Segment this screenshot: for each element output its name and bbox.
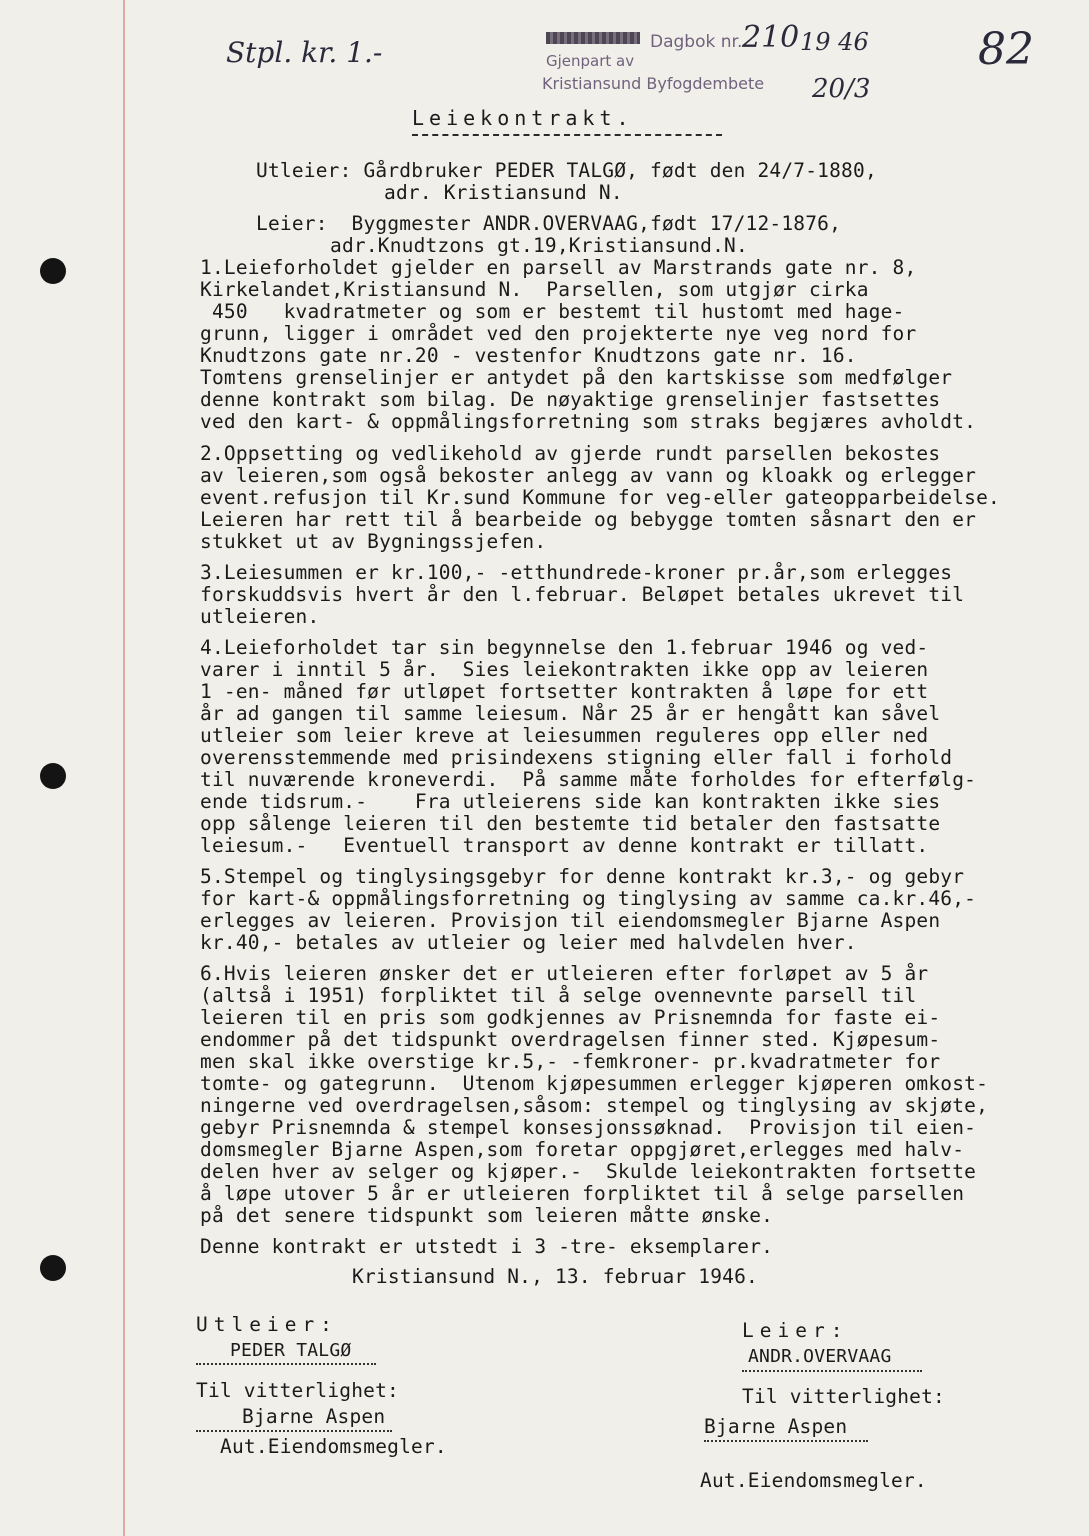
right-witness-dots (704, 1440, 868, 1442)
p2-line-4: Leieren har rett til å bearbeide og bebygge tomten såsnart den er (200, 508, 977, 531)
p1-line-4: grunn, ligger i området ved den projekterte nye veg nord for (200, 322, 917, 345)
stamp-line-1: Gjenpart av (546, 52, 635, 70)
p1-line-5: Knudtzons gate nr.20 - vestenfor Knudtzons gate nr. 16. (200, 344, 857, 367)
leier-line-1: Leier: Byggmester ANDR.OVERVAAG,født 17/12-1876, (256, 212, 842, 235)
place-and-date: Kristiansund N., 13. februar 1946. (352, 1265, 758, 1288)
p4-line-1: 4.Leieforholdet tar sin begynnelse den 1.februar 1946 og ved- (200, 636, 929, 659)
margin-line (123, 0, 125, 1536)
p4-line-10: leiesum.- Eventuell transport av denne kontrakt er tillatt. (200, 834, 929, 857)
p1-line-6: Tomtens grenselinjer er antydet på den kartskisse som medfølger (200, 366, 953, 389)
utleier-signature-name: PEDER TALGØ (230, 1340, 352, 1361)
right-witness-name: Bjarne Aspen (704, 1415, 848, 1438)
p6-line-2: (altså i 1951) forpliktet til å selge ovennevnte parsell til (200, 984, 917, 1007)
p6-line-10: delen hver av selger og kjøper.- Skulde leiekontrakten fortsette (200, 1160, 977, 1183)
p5-line-2: for kart-& oppmålingsforretning og tinglysing av samme ca.kr.46,- (200, 887, 977, 910)
left-witness-label: Til vitterlighet: (196, 1379, 399, 1402)
p4-line-7: til nuværende kroneverdi. På samme måte forholdes for efterfølg- (200, 768, 977, 791)
leier-line-2: adr.Knudtzons gt.19,Kristiansund.N. (330, 234, 748, 257)
p4-line-6: overensstemmende med prisindexens stigning eller fall i forhold (200, 746, 953, 769)
right-witness-title: Aut.Eiendomsmegler. (700, 1469, 927, 1492)
p4-line-9: opp sålenge leieren til den bestemte tid betaler den fastsatte (200, 812, 941, 835)
dagbok-number: 210 (742, 20, 800, 55)
utleier-signature-dots (196, 1363, 376, 1365)
p3-line-3: utleieren. (200, 605, 320, 628)
utleier-line-2: adr. Kristiansund N. (384, 181, 623, 204)
stamp-struck-text (546, 32, 640, 44)
dagbok-label: Dagbok nr. (650, 32, 743, 52)
p3-line-2: forskuddsvis hvert år den l.februar. Beløpet betales ukrevet til (200, 583, 965, 606)
p2-line-3: event.refusjon til Kr.sund Kommune for veg-eller gateopparbeidelse. (200, 486, 1000, 509)
punch-hole-middle (40, 763, 66, 789)
left-witness-title: Aut.Eiendomsmegler. (220, 1435, 447, 1458)
copies-statement: Denne kontrakt er utstedt i 3 -tre- eksemplarer. (200, 1235, 774, 1258)
leier-signature-label: Leier: (742, 1319, 849, 1342)
p4-line-3: 1 -en- måned før utløpet fortsetter kontrakten å løpe for ett (200, 680, 929, 703)
leier-signature-name: ANDR.OVERVAAG (748, 1346, 892, 1367)
p6-line-4: endommer på det tidspunkt overdragelsen finner sted. Kjøpesum- (200, 1028, 941, 1051)
p4-line-8: ende tidsrum.- Fra utleierens side kan kontrakten ikke sies (200, 790, 941, 813)
document-title: Leiekontrakt. (412, 106, 634, 130)
p5-line-4: kr.40,- betales av utleier og leier med halvdelen hver. (200, 931, 857, 954)
p6-line-11: å løpe utover 5 år er utleieren forpliktet til å selge parsellen (200, 1182, 965, 1205)
p5-line-3: erlegges av leieren. Provisjon til eiendomsmegler Bjarne Aspen (200, 909, 941, 932)
p1-line-7: denne kontrakt som bilag. De nøyaktige grenselinjer fastsettes (200, 388, 941, 411)
dagbok-date: 20/3 (812, 74, 871, 104)
utleier-line-1: Utleier: Gårdbruker PEDER TALGØ, født den 24/7-1880, (256, 159, 877, 182)
p1-line-3: 450 kvadratmeter og som er bestemt til hustomt med hage- (200, 300, 905, 323)
p2-line-2: av leieren,som også bekoster anlegg av vann og kloakk og erlegger (200, 464, 977, 487)
leier-signature-dots (742, 1370, 922, 1372)
p6-line-6: tomte- og gategrunn. Utenom kjøpesummen erlegger kjøperen omkost- (200, 1072, 989, 1095)
p6-line-7: ningerne ved overdragelsen,såsom: stempel og tinglysing av skjøte, (200, 1094, 989, 1117)
page-number: 82 (978, 24, 1034, 75)
p4-line-4: år ad gangen til samme leiesum. Når 25 år er hengått kan såvel (200, 702, 941, 725)
stamp-duty-note: Stpl. kr. 1.- (226, 36, 383, 69)
p6-line-3: leieren til en pris som godkjennes av Prisnemnda for faste ei- (200, 1006, 941, 1029)
right-witness-label: Til vitterlighet: (742, 1385, 945, 1408)
p4-line-5: utleier som leier kreve at leiesummen reguleres opp eller ned (200, 724, 929, 747)
p6-line-12: på det senere tidspunkt som leieren måtte ønske. (200, 1204, 774, 1227)
p2-line-5: stukket ut av Bygningssjefen. (200, 530, 547, 553)
p6-line-5: men skal ikke overstige kr.5,- -femkroner- pr.kvadratmeter for (200, 1050, 941, 1073)
p1-line-1: 1.Leieforholdet gjelder en parsell av Marstrands gate nr. 8, (200, 256, 917, 279)
p1-line-2: Kirkelandet,Kristiansund N. Parsellen, som utgjør cirka (200, 278, 869, 301)
p4-line-2: varer i inntil 5 år. Sies leiekontrakten ikke opp av leieren (200, 658, 929, 681)
p5-line-1: 5.Stempel og tinglysingsgebyr for denne kontrakt kr.3,- og gebyr (200, 865, 965, 888)
p1-line-8: ved den kart- & oppmålingsforretning som straks begjæres avholdt. (200, 410, 977, 433)
title-underline (412, 134, 722, 136)
p6-line-1: 6.Hvis leieren ønsker det er utleieren efter forløpet av 5 år (200, 962, 929, 985)
p2-line-1: 2.Oppsetting og vedlikehold av gjerde rundt parsellen bekostes (200, 442, 941, 465)
p6-line-9: domsmegler Bjarne Aspen,som foretar oppgjøret,erlegges med halv- (200, 1138, 965, 1161)
left-witness-name: Bjarne Aspen (242, 1405, 386, 1428)
utleier-signature-label: Utleier: (196, 1313, 338, 1336)
p3-line-1: 3.Leiesummen er kr.100,- -etthundrede-kroner pr.år,som erlegges (200, 561, 953, 584)
p6-line-8: gebyr Prisnemnda & stempel konsesjonssøknad. Provisjon til eien- (200, 1116, 977, 1139)
left-witness-dots (196, 1430, 392, 1432)
punch-hole-bottom (40, 1255, 66, 1281)
punch-hole-top (40, 258, 66, 284)
dagbok-year: 19 46 (800, 28, 869, 56)
stamp-line-2: Kristiansund Byfogdembete (542, 74, 765, 93)
